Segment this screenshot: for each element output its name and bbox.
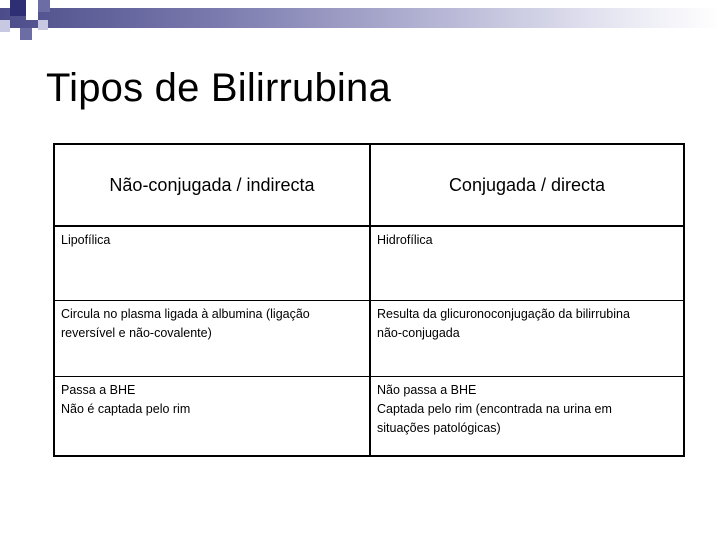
- decor-square: [38, 20, 48, 30]
- decor-square: [0, 20, 10, 32]
- table-header-cell: Não-conjugada / indirecta: [109, 174, 315, 195]
- table-header-cell: Conjugada / directa: [448, 174, 606, 195]
- decor-square: [26, 8, 38, 20]
- header-band: [0, 8, 720, 28]
- decor-square: [20, 28, 32, 40]
- table-cell: Não passa a BHE Captada pelo rim (encontrada na urina em situações patológicas): [377, 383, 612, 435]
- table-cell: Hidrofílica: [377, 233, 433, 247]
- decor-square: [10, 0, 26, 16]
- table-cell: Lipofílica: [61, 233, 111, 247]
- table-cell: Resulta da glicuronoconjugação da bilirrubina não-conjugada: [377, 307, 630, 340]
- table-cell: Circula no plasma ligada à albumina (ligação reversível e não-covalente): [61, 307, 310, 340]
- page-title: Tipos de Bilirrubina: [46, 66, 391, 110]
- comparison-table: [53, 143, 685, 457]
- decor-square: [38, 0, 50, 12]
- table-cell: Passa a BHE Não é captada pelo rim: [61, 383, 191, 416]
